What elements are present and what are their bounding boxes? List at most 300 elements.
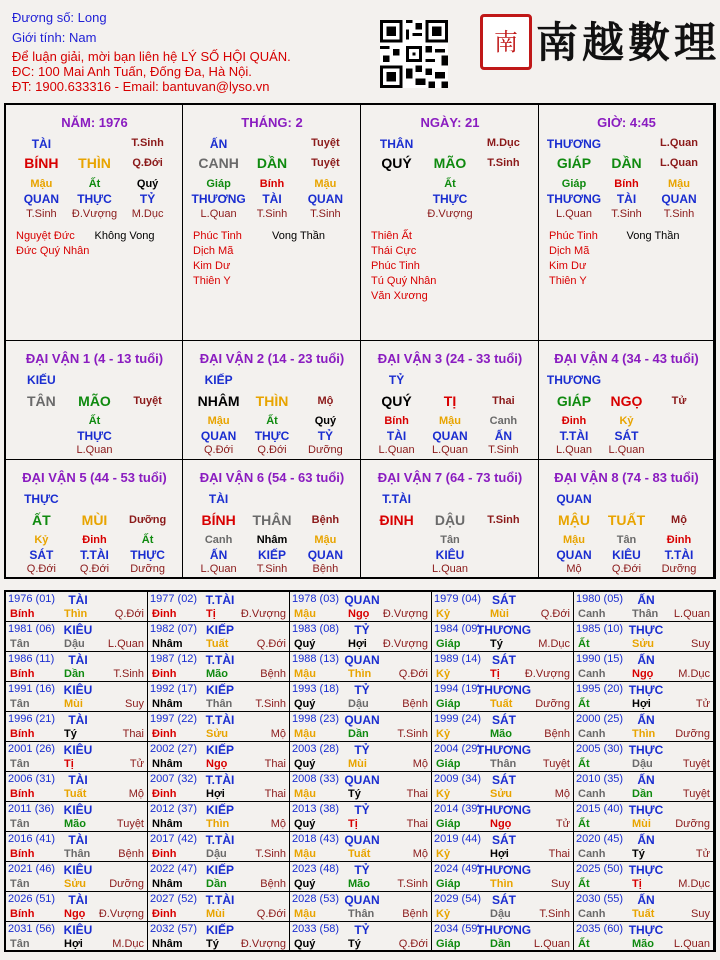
year-can: Nhâm bbox=[152, 938, 183, 950]
year-chi: Tý bbox=[206, 938, 219, 950]
gioi-tinh-value: Nam bbox=[68, 30, 97, 45]
star-right: Không Vong bbox=[94, 230, 155, 242]
address-line: ĐC: 100 Mai Anh Tuấn, Đống Đa, Hà Nội. bbox=[12, 64, 252, 79]
year-can: Bính bbox=[10, 608, 35, 620]
year-can: Kỷ bbox=[436, 848, 451, 860]
brand-logo-text: 南越數理 bbox=[536, 18, 720, 67]
pillar-can: GIÁP bbox=[556, 155, 592, 171]
dai-van-hidden-god: QUAN bbox=[200, 429, 237, 443]
dai-van-can: QUÝ bbox=[381, 393, 412, 409]
year-label: 2013 (38) bbox=[292, 803, 340, 815]
year-cell bbox=[290, 862, 432, 892]
year-cell bbox=[432, 742, 574, 772]
pillar-hidden-stem: Giáp bbox=[561, 178, 587, 190]
pillar-hidden-status: Đ.Vượng bbox=[71, 208, 118, 220]
year-label: 2025 (50) bbox=[576, 863, 624, 875]
year-chi: Ngọ bbox=[632, 668, 654, 680]
year-god: TỶ bbox=[354, 743, 370, 757]
dai-van-ext: Tử bbox=[671, 395, 687, 407]
year-status: Đ.Vượng bbox=[524, 668, 570, 680]
year-label: 2029 (54) bbox=[434, 893, 482, 905]
dai-van-god: THƯƠNG bbox=[546, 373, 602, 387]
year-can: Nhâm bbox=[152, 878, 183, 890]
pillar-hidden-status: T.Sinh bbox=[26, 208, 57, 220]
dai-van-hidden-god: TÀI bbox=[386, 429, 407, 443]
year-can: Bính bbox=[10, 848, 35, 860]
year-chi: Hợi bbox=[206, 788, 225, 800]
pillar-can: BÍNH bbox=[24, 155, 59, 171]
year-chi: Thìn bbox=[490, 878, 514, 890]
dai-van-hidden-status: L.Quan bbox=[200, 563, 237, 575]
year-can: Giáp bbox=[436, 878, 461, 890]
year-status: Tuyệt bbox=[682, 758, 710, 770]
pillar-hidden-stem: Bính bbox=[614, 178, 639, 190]
year-cell bbox=[6, 862, 148, 892]
dai-van-cell bbox=[6, 341, 183, 460]
dai-van-chi: THÌN bbox=[255, 393, 289, 409]
year-status: Q.Đới bbox=[398, 668, 428, 680]
year-chi: Mão bbox=[490, 728, 512, 740]
dai-van-ext: Mộ bbox=[671, 514, 687, 526]
year-chi: Tị bbox=[490, 668, 500, 680]
year-god: SÁT bbox=[492, 833, 516, 847]
star-left: Phúc Tinh bbox=[371, 260, 420, 272]
pillar-god: ẤN bbox=[209, 137, 228, 151]
dai-van-title: ĐẠI VẬN 3 (24 - 33 tuổi) bbox=[377, 351, 523, 366]
year-status: Suy bbox=[125, 698, 144, 710]
dai-van-hidden-status: Q.Đới bbox=[257, 444, 287, 456]
year-chi: Thìn bbox=[632, 728, 656, 740]
dai-van-hidden-stem: Đinh bbox=[666, 534, 692, 546]
year-god: KIÊU bbox=[63, 683, 93, 697]
year-god: KIẾP bbox=[205, 923, 235, 937]
dai-van-hidden-stem: Bính bbox=[384, 415, 409, 427]
year-can: Quý bbox=[294, 638, 316, 650]
year-can: Canh bbox=[578, 908, 606, 920]
year-god: T.TÀI bbox=[205, 713, 235, 727]
dai-van-hidden-god: QUAN bbox=[432, 429, 468, 443]
duong-so-value: Long bbox=[77, 10, 107, 25]
year-label: 1981 (06) bbox=[8, 623, 56, 635]
dai-van-hidden-stem: Quý bbox=[314, 415, 337, 427]
year-chi: Ngọ bbox=[348, 608, 370, 620]
year-can: Canh bbox=[578, 848, 606, 860]
year-label: 2028 (53) bbox=[292, 893, 340, 905]
year-can: Kỷ bbox=[436, 908, 451, 920]
pillar-hidden-god: THƯƠNG bbox=[191, 192, 246, 206]
year-can: Tân bbox=[10, 758, 30, 770]
year-chi: Thân bbox=[206, 698, 233, 710]
year-can: Ất bbox=[578, 818, 590, 830]
year-chi: Tị bbox=[632, 878, 642, 890]
dai-van-hidden-stem: Mậu bbox=[439, 415, 461, 427]
year-cell bbox=[574, 592, 714, 622]
dai-van-hidden-god: KIÊU bbox=[435, 548, 465, 562]
year-cell bbox=[290, 922, 432, 952]
year-cell bbox=[432, 832, 574, 862]
year-chi: Hợi bbox=[64, 938, 83, 950]
year-chi: Thân bbox=[64, 848, 91, 860]
pillar-hidden-status: T.Sinh bbox=[663, 208, 695, 220]
year-label: 1977 (02) bbox=[150, 593, 198, 605]
year-can: Mậu bbox=[294, 788, 316, 800]
dai-van-chi: DẬU bbox=[434, 512, 466, 528]
dai-van-can: ẤT bbox=[32, 512, 51, 528]
star-left: Dịch Mã bbox=[193, 245, 234, 257]
pillar-status: L.Quan bbox=[660, 137, 698, 149]
dai-van-title: ĐẠI VẬN 8 (74 - 83 tuổi) bbox=[554, 470, 699, 485]
year-status: Bệnh bbox=[260, 878, 286, 890]
year-status: L.Quan bbox=[107, 638, 144, 650]
year-label: 1989 (14) bbox=[434, 653, 482, 665]
dai-van-hidden-god: ẤN bbox=[494, 429, 513, 443]
dai-van-hidden-stem: Ất bbox=[88, 415, 101, 427]
year-chi: Tị bbox=[348, 818, 358, 830]
dai-van-hidden-status: Q.Đới bbox=[79, 563, 110, 575]
year-chi: Thân bbox=[632, 608, 659, 620]
year-status: Đ.Vượng bbox=[240, 608, 286, 620]
year-can: Ất bbox=[578, 638, 590, 650]
year-label: 2010 (35) bbox=[576, 773, 624, 785]
dai-van-cell bbox=[361, 460, 539, 579]
star-right: Vong Thần bbox=[626, 230, 680, 242]
year-god: KIẾP bbox=[205, 803, 235, 817]
year-label: 1996 (21) bbox=[8, 713, 56, 725]
year-god: KIÊU bbox=[63, 623, 93, 637]
dai-van-hidden-stem: Mậu bbox=[207, 415, 230, 427]
year-can: Quý bbox=[294, 938, 316, 950]
pillar-hidden-god: TỶ bbox=[139, 192, 156, 206]
pillar-hidden-stem: Ất bbox=[444, 178, 456, 190]
year-label: 2003 (28) bbox=[292, 743, 340, 755]
year-cell bbox=[6, 682, 148, 712]
pillar-hidden-status: T.Sinh bbox=[256, 208, 288, 220]
year-label: 2022 (47) bbox=[150, 863, 198, 875]
year-cell bbox=[290, 592, 432, 622]
year-god: ẤN bbox=[637, 593, 655, 607]
year-cell bbox=[290, 652, 432, 682]
year-status: Suy bbox=[551, 878, 570, 890]
pillar-hidden-god: QUAN bbox=[661, 192, 697, 206]
year-status: Thai bbox=[264, 758, 286, 770]
dai-van-hidden-status: Dưỡng bbox=[130, 563, 165, 575]
year-label: 2009 (34) bbox=[434, 773, 482, 785]
dai-van-hidden-stem: Kỷ bbox=[34, 534, 49, 546]
year-can: Kỷ bbox=[436, 728, 451, 740]
seal-logo: 南 bbox=[480, 14, 532, 70]
year-cell bbox=[432, 922, 574, 952]
star-left: Phúc Tinh bbox=[549, 230, 598, 242]
year-label: 1988 (13) bbox=[292, 653, 340, 665]
year-status: T.Sinh bbox=[255, 848, 286, 860]
year-cell bbox=[290, 892, 432, 922]
year-can: Bính bbox=[10, 668, 35, 680]
year-god: TỶ bbox=[354, 683, 370, 697]
annual-luck-table bbox=[4, 590, 716, 952]
year-chi: Tý bbox=[348, 938, 361, 950]
year-label: 2014 (39) bbox=[434, 803, 482, 815]
year-god: T.TÀI bbox=[205, 833, 235, 847]
year-label: 1997 (22) bbox=[150, 713, 198, 725]
dai-van-hidden-stem: Ất bbox=[266, 415, 278, 427]
year-label: 1982 (07) bbox=[150, 623, 198, 635]
pillar-god: TÀI bbox=[31, 137, 52, 151]
year-chi: Hợi bbox=[490, 848, 509, 860]
year-cell bbox=[574, 922, 714, 952]
year-status: Bệnh bbox=[544, 728, 570, 740]
dai-van-hidden-stem: Tân bbox=[440, 534, 460, 546]
year-chi: Dậu bbox=[348, 698, 369, 710]
pillar-hidden-god: THỰC bbox=[77, 192, 112, 206]
dai-van-god: TÀI bbox=[208, 492, 229, 506]
year-cell bbox=[432, 772, 574, 802]
dai-van-hidden-stem: Đinh bbox=[561, 415, 587, 427]
year-chi: Tuất bbox=[348, 848, 371, 860]
year-cell bbox=[148, 892, 290, 922]
year-cell bbox=[148, 712, 290, 742]
dai-van-hidden-god: SÁT bbox=[29, 548, 54, 562]
year-label: 2018 (43) bbox=[292, 833, 340, 845]
year-chi: Dậu bbox=[632, 758, 653, 770]
year-label: 1999 (24) bbox=[434, 713, 482, 725]
year-can: Nhâm bbox=[152, 698, 183, 710]
year-status: T.Sinh bbox=[539, 908, 570, 920]
year-cell bbox=[148, 592, 290, 622]
year-label: 2027 (52) bbox=[150, 893, 198, 905]
year-god: TÀI bbox=[68, 893, 88, 907]
year-can: Nhâm bbox=[152, 818, 183, 830]
duong-so-line bbox=[12, 10, 107, 25]
year-god: T.TÀI bbox=[205, 893, 235, 907]
year-label: 1983 (08) bbox=[292, 623, 340, 635]
dai-van-can: BÍNH bbox=[201, 512, 236, 528]
year-status: T.Sinh bbox=[113, 668, 144, 680]
year-chi: Ngọ bbox=[64, 908, 86, 920]
year-label: 2008 (33) bbox=[292, 773, 340, 785]
dai-van-title: ĐẠI VẬN 1 (4 - 13 tuổi) bbox=[25, 351, 164, 366]
pillar-hidden-god: THỰC bbox=[432, 192, 468, 206]
dai-van-hidden-stem: Tân bbox=[616, 534, 637, 546]
year-god: ẤN bbox=[637, 773, 655, 787]
year-chi: Tý bbox=[64, 728, 77, 740]
qr-code-icon bbox=[380, 20, 448, 88]
year-can: Tân bbox=[10, 938, 30, 950]
year-can: Quý bbox=[294, 878, 316, 890]
year-god: SÁT bbox=[492, 893, 516, 907]
dai-van-hidden-god: T.TÀI bbox=[80, 548, 109, 562]
year-status: Thai bbox=[406, 788, 428, 800]
pillar-hidden-stem: Quý bbox=[136, 178, 159, 190]
dai-van-hidden-status: Dưỡng bbox=[308, 444, 343, 456]
star-left: Phúc Tinh bbox=[193, 230, 242, 242]
dai-van-ext: Tuyệt bbox=[133, 395, 162, 407]
year-status: M.Dục bbox=[538, 638, 570, 650]
year-label: 1984 (09) bbox=[434, 623, 482, 635]
year-chi: Mùi bbox=[348, 758, 367, 770]
year-cell bbox=[6, 772, 148, 802]
year-god: THƯƠNG bbox=[476, 623, 532, 637]
dai-van-hidden-status: L.Quan bbox=[76, 444, 113, 456]
pillar-hidden-status: Đ.Vượng bbox=[427, 208, 473, 220]
pillar-hidden-status: T.Sinh bbox=[611, 208, 642, 220]
year-can: Tân bbox=[10, 818, 30, 830]
year-cell bbox=[432, 592, 574, 622]
year-can: Canh bbox=[578, 728, 606, 740]
pillar-hidden-god: QUAN bbox=[307, 192, 344, 206]
year-label: 2033 (58) bbox=[292, 923, 340, 935]
year-cell bbox=[290, 742, 432, 772]
year-can: Đinh bbox=[152, 608, 177, 620]
dai-van-chi: TUẤT bbox=[607, 512, 646, 528]
dai-van-hidden-stem: Đinh bbox=[82, 534, 107, 546]
year-god: THƯƠNG bbox=[476, 863, 532, 877]
year-can: Ất bbox=[578, 938, 590, 950]
dai-van-hidden-stem: Mậu bbox=[314, 534, 337, 546]
year-cell bbox=[290, 772, 432, 802]
year-god: KIẾP bbox=[205, 863, 235, 877]
year-cell bbox=[574, 622, 714, 652]
year-chi: Ngọ bbox=[206, 758, 228, 770]
year-god: SÁT bbox=[492, 713, 516, 727]
year-label: 2005 (30) bbox=[576, 743, 624, 755]
year-cell bbox=[148, 922, 290, 952]
year-label: 2016 (41) bbox=[8, 833, 56, 845]
year-can: Ất bbox=[578, 758, 590, 770]
pillar-hidden-stem: Mậu bbox=[314, 178, 337, 190]
year-chi: Tuất bbox=[632, 908, 655, 920]
year-chi: Mùi bbox=[490, 608, 509, 620]
year-can: Canh bbox=[578, 608, 606, 620]
dai-van-hidden-god: THỰC bbox=[254, 429, 290, 443]
year-chi: Thìn bbox=[64, 608, 88, 620]
year-label: 2017 (42) bbox=[150, 833, 198, 845]
year-status: M.Dục bbox=[112, 938, 144, 950]
year-cell bbox=[290, 682, 432, 712]
star-left: Dịch Mã bbox=[549, 245, 590, 257]
year-status: Bệnh bbox=[402, 698, 428, 710]
year-status: Q.Đới bbox=[114, 608, 144, 620]
dai-van-hidden-stem: Nhâm bbox=[256, 534, 288, 546]
year-can: Mậu bbox=[294, 848, 316, 860]
year-chi: Mùi bbox=[64, 698, 83, 710]
star-left: Kim Dư bbox=[549, 260, 587, 272]
dai-van-god: KIẾP bbox=[204, 373, 233, 387]
year-status: Bệnh bbox=[260, 668, 286, 680]
year-status: Thai bbox=[548, 848, 570, 860]
year-chi: Mùi bbox=[206, 908, 225, 920]
pillar-ext: T.Sinh bbox=[487, 157, 520, 169]
year-status: Thai bbox=[122, 728, 144, 740]
year-god: QUAN bbox=[344, 893, 380, 907]
year-label: 2030 (55) bbox=[576, 893, 624, 905]
dai-van-hidden-status: Q.Đới bbox=[26, 563, 56, 575]
year-can: Mậu bbox=[294, 608, 316, 620]
year-status: Tuyệt bbox=[116, 818, 144, 830]
year-status: Thai bbox=[406, 818, 428, 830]
year-chi: Thân bbox=[348, 908, 375, 920]
pillar-hidden-stem: Giáp bbox=[206, 178, 231, 190]
year-cell bbox=[574, 742, 714, 772]
year-chi: Dậu bbox=[206, 848, 227, 860]
year-god: THỰC bbox=[628, 803, 664, 817]
dai-van-hidden-status: L.Quan bbox=[608, 444, 645, 456]
year-cell bbox=[574, 652, 714, 682]
year-chi: Tuất bbox=[490, 698, 513, 710]
dai-van-title: ĐẠI VẬN 2 (14 - 23 tuổi) bbox=[199, 351, 345, 366]
year-god: KIÊU bbox=[63, 743, 93, 757]
year-god: THƯƠNG bbox=[476, 923, 532, 937]
dai-van-hidden-god: TỶ bbox=[317, 429, 334, 443]
year-can: Ất bbox=[578, 698, 590, 710]
dai-van-hidden-status: Q.Đới bbox=[203, 444, 234, 456]
pillar-hidden-status: M.Dục bbox=[131, 208, 164, 220]
pillar-hidden-stem: Mậu bbox=[30, 178, 53, 190]
dai-van-title: ĐẠI VẬN 4 (34 - 43 tuổi) bbox=[554, 351, 699, 366]
year-label: 1992 (17) bbox=[150, 683, 198, 695]
year-label: 2000 (25) bbox=[576, 713, 624, 725]
year-label: 2020 (45) bbox=[576, 833, 624, 845]
year-god: THỰC bbox=[628, 743, 664, 757]
year-can: Tân bbox=[10, 698, 30, 710]
pillar-ext: L.Quan bbox=[660, 157, 698, 169]
pillar-hidden-stem: Bính bbox=[259, 178, 285, 190]
year-status: M.Dục bbox=[678, 878, 710, 890]
year-cell bbox=[6, 802, 148, 832]
year-can: Kỷ bbox=[436, 788, 451, 800]
dai-van-title: ĐẠI VẬN 5 (44 - 53 tuổi) bbox=[22, 470, 167, 485]
dai-van-hidden-status: Mộ bbox=[566, 563, 582, 575]
dai-van-hidden-stem: Mậu bbox=[563, 534, 585, 546]
year-can: Nhâm bbox=[152, 758, 183, 770]
dai-van-chi: NGỌ bbox=[610, 393, 643, 409]
year-chi: Dậu bbox=[490, 908, 511, 920]
dai-van-god: THỰC bbox=[24, 492, 59, 506]
year-label: 2002 (27) bbox=[150, 743, 198, 755]
dai-van-hidden-god: QUAN bbox=[556, 548, 592, 562]
year-cell bbox=[6, 922, 148, 952]
year-can: Giáp bbox=[436, 638, 461, 650]
pillar-hidden-god: TÀI bbox=[262, 192, 282, 206]
dai-van-hidden-status: T.Sinh bbox=[488, 444, 519, 456]
year-label: 2023 (48) bbox=[292, 863, 340, 875]
year-cell bbox=[148, 742, 290, 772]
dai-van-can: MẬU bbox=[558, 512, 590, 528]
year-god: THƯƠNG bbox=[476, 743, 532, 757]
year-chi: Mão bbox=[64, 818, 86, 830]
year-can: Mậu bbox=[294, 728, 316, 740]
dai-van-ext: T.Sinh bbox=[487, 514, 520, 526]
year-god: QUAN bbox=[344, 713, 380, 727]
year-god: KIẾP bbox=[205, 683, 235, 697]
year-can: Bính bbox=[10, 788, 35, 800]
star-left: Đức Quý Nhân bbox=[16, 245, 90, 257]
year-cell bbox=[574, 682, 714, 712]
year-label: 2032 (57) bbox=[150, 923, 198, 935]
year-cell bbox=[432, 682, 574, 712]
year-label: 2004 (29) bbox=[434, 743, 482, 755]
year-god: T.TÀI bbox=[205, 593, 235, 607]
year-god: ẤN bbox=[637, 713, 655, 727]
year-label: 2031 (56) bbox=[8, 923, 56, 935]
star-left: Văn Xương bbox=[371, 290, 428, 302]
year-god: KIẾP bbox=[205, 623, 235, 637]
year-god: SÁT bbox=[492, 593, 516, 607]
year-god: KIÊU bbox=[63, 863, 93, 877]
year-can: Giáp bbox=[436, 818, 461, 830]
year-god: TÀI bbox=[68, 593, 88, 607]
year-god: TỶ bbox=[354, 803, 370, 817]
star-left: Nguyệt Đức bbox=[16, 230, 75, 242]
